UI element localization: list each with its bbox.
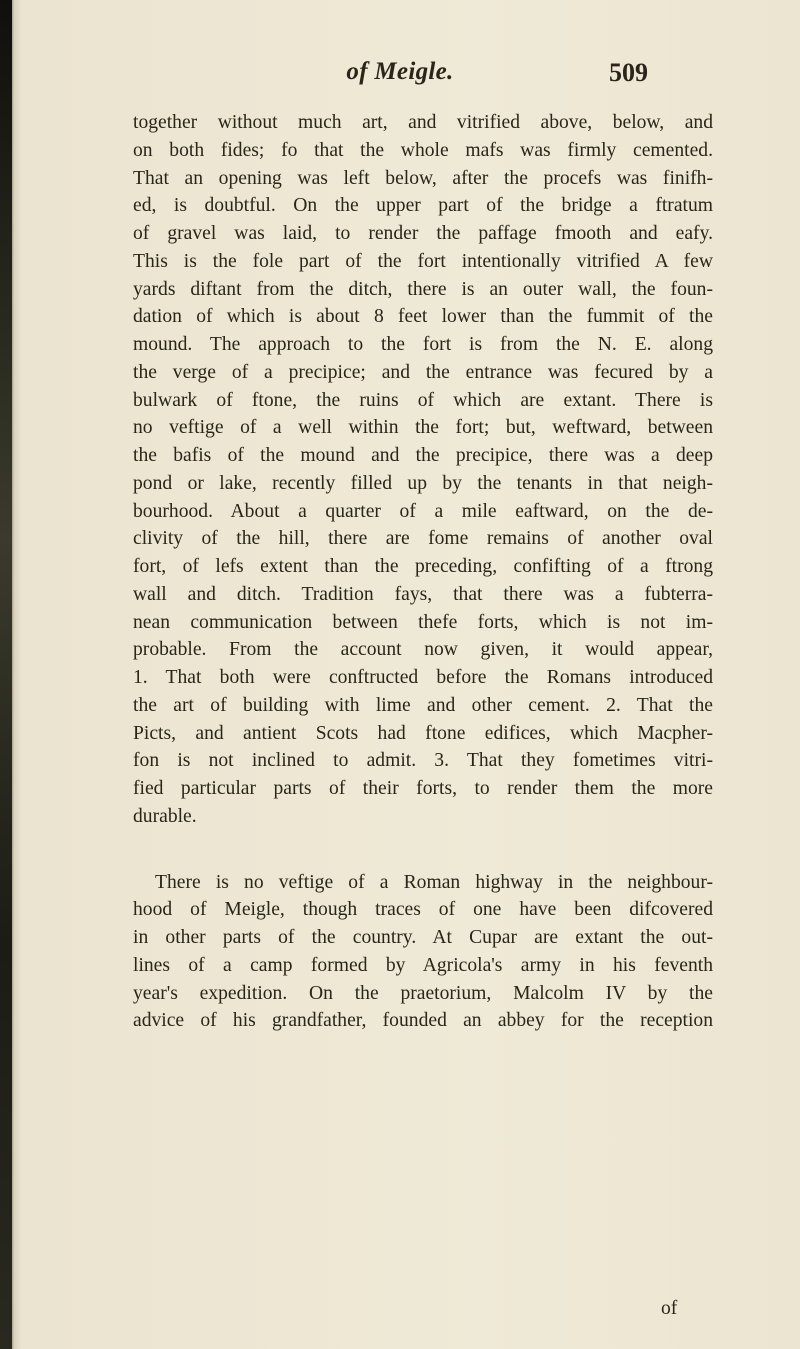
text-line: clivity of the hill, there are fome remains of another oval	[133, 528, 713, 550]
text-line: hood of Meigle, though traces of one have been difcovered	[133, 899, 713, 921]
catchword: of	[661, 1298, 678, 1319]
text-line: lines of a camp formed by Agricola's army in his feventh	[133, 954, 713, 976]
text-line: fied particular parts of their forts, to render them the more	[133, 778, 713, 799]
text-line: Picts, and antient Scots had ftone edifices, which Macpher-	[133, 722, 713, 744]
text-line: nean communication between thefe forts, which is not im-	[133, 611, 713, 633]
text-line: on both fides; fo that the whole mafs was firmly cemented.	[133, 139, 713, 161]
text-line: year's expedition. On the praetorium, Malcolm IV by the	[133, 982, 713, 1004]
text-line: the art of building with lime and other cement. 2. That the	[133, 694, 713, 716]
text-line: together without much art, and vitrified above, below, and	[133, 112, 713, 133]
text-line: dation of which is about 8 feet lower than the fummit of the	[133, 306, 713, 328]
text-line: This is the fole part of the fort intentionally vitrified A few	[133, 250, 713, 272]
text-line: bulwark of ftone, the ruins of which are extant. There is	[133, 389, 713, 411]
text-line: in other parts of the country. At Cupar are extant the out-	[133, 927, 713, 948]
page-number: 509	[609, 58, 648, 87]
text-line: ed, is doubtful. On the upper part of the bridge a ftratum	[133, 195, 713, 217]
text-line: the bafis of the mound and the precipice, there was a deep	[133, 445, 713, 466]
paragraph-gap	[133, 831, 713, 869]
paragraph-2	[133, 869, 713, 1036]
text-line: 1. That both were conftructed before the Romans introduced	[133, 667, 713, 688]
paragraph-1	[133, 109, 713, 831]
text-line: fort, of lefs extent than the preceding, confifting of a ftrong	[133, 556, 713, 577]
running-head	[0, 58, 800, 98]
text-line: no veftige of a well within the fort; but, weftward, between	[133, 417, 713, 439]
text-line: the verge of a precipice; and the entrance was fecured by a	[133, 361, 713, 383]
body-text	[133, 109, 713, 1035]
text-line: probable. From the account now given, it would appear,	[133, 639, 713, 661]
text-line: fon is not inclined to admit. 3. That they fometimes vitri-	[133, 750, 713, 772]
running-title: of Meigle.	[346, 58, 454, 85]
binding-edge	[0, 0, 12, 1349]
text-line: mound. The approach to the fort is from the N. E. along	[133, 334, 713, 355]
text-line: of gravel was laid, to render the paffage fmooth and eafy.	[133, 223, 713, 244]
text-line: There is no veftige of a Roman highway in the neighbour-	[155, 871, 713, 893]
text-line: pond or lake, recently filled up by the tenants in that neigh-	[133, 472, 713, 494]
text-line: wall and ditch. Tradition fays, that there was a fubterra-	[133, 583, 713, 605]
text-line: advice of his grandfather, founded an abbey for the reception	[133, 1010, 713, 1032]
text-line: bourhood. About a quarter of a mile eaftward, on the de-	[133, 500, 713, 522]
text-line: yards diftant from the ditch, there is an outer wall, the foun-	[133, 278, 713, 300]
text-line: That an opening was left below, after the procefs was finifh-	[133, 167, 713, 189]
text-line: durable.	[133, 805, 197, 827]
